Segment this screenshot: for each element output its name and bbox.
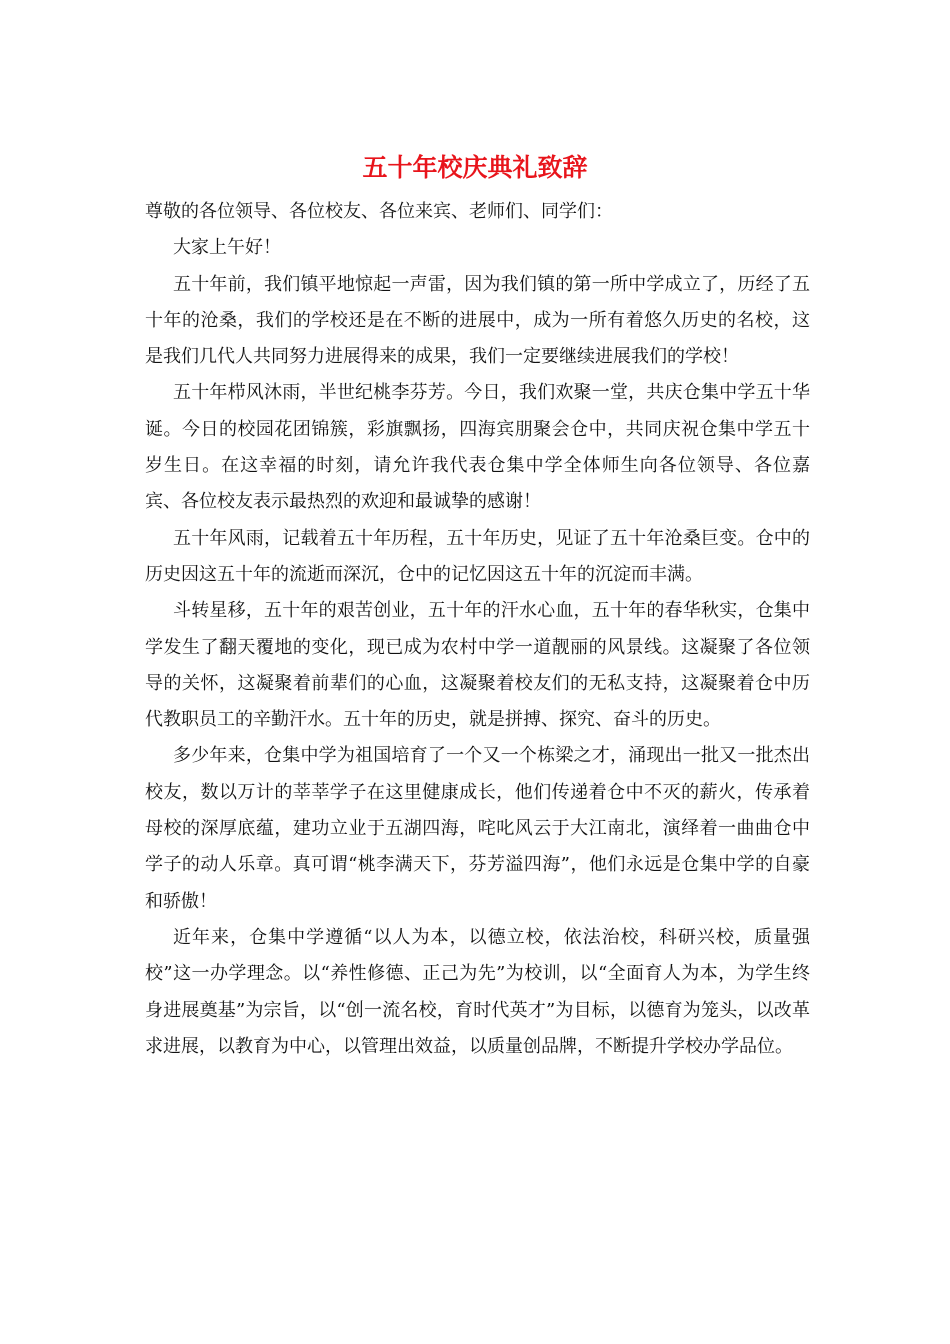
paragraph: 五十年风雨，记载着五十年历程，五十年历史，见证了五十年沧桑巨变。仓中的历史因这五十年的流逝而深沉，仓中的记忆因这五十年的沉淀而丰满。 — [145, 527, 810, 585]
document-title: 五十年校庆典礼致辞 — [362, 153, 588, 182]
paragraph: 五十年栉风沐雨，半世纪桃李芬芳。今日，我们欢聚一堂，共庆仓集中学五十华诞。今日的校园花团锦簇，彩旗飘扬，四海宾朋聚会仓中，共同庆祝仓集中学五十岁生日。在这幸福的时刻，请允许我代表仓集中学全体师生向各位领导、各位嘉宾、各位校友表示最热烈的欢迎和最诚挚的感谢！ — [145, 382, 810, 513]
paragraph-greeting: 大家上午好！ — [173, 237, 281, 259]
paragraph: 五十年前，我们镇平地惊起一声雷，因为我们镇的第一所中学成立了，历经了五十年的沧桑，我们的学校还是在不断的进展中，成为一所有着悠久历史的名校，这是我们几代人共同努力进展得来的成果，我们一定要继续进展我们的学校！ — [145, 273, 810, 368]
paragraph: 斗转星移，五十年的艰苦创业，五十年的汗水心血，五十年的春华秋实，仓集中学发生了翻天覆地的变化，现已成为农村中学一道靓丽的风景线。这凝聚了各位领导的关怀，这凝聚着前辈们的心血，这凝聚着校友们的无私支持，这凝聚着仓中历代教职员工的辛勤汗水。五十年的历史，就是拼搏、探究、奋斗的历史。 — [145, 600, 810, 731]
paragraph: 多少年来，仓集中学为祖国培育了一个又一个栋梁之才，涌现出一批又一批杰出校友，数以万计的莘莘学子在这里健康成长，他们传递着仓中不灭的薪火，传承着母校的深厚底蕴，建功立业于五湖四海，咤叱风云于大江南北，演绎着一曲曲仓中学子的动人乐章。真可谓“桃李满天下，芬芳溢四海”，他们永远是仓集中学的自豪和骄傲！ — [145, 745, 810, 912]
salutation: 尊敬的各位领导、各位校友、各位来宾、老师们、同学们： — [145, 201, 613, 222]
paragraph: 近年来，仓集中学遵循“以人为本，以德立校，依法治校，科研兴校，质量强校”这一办学理念。以“养性修德、正己为先”为校训，以“全面育人为本，为学生终身进展奠基”为宗旨，以“创一流名校，育时代英才”为目标，以德育为笼头，以改革求进展，以教育为中心，以管理出效益，以质量创品牌，不断提升学校办学品位。 — [145, 926, 810, 1057]
document-body — [145, 194, 810, 1065]
